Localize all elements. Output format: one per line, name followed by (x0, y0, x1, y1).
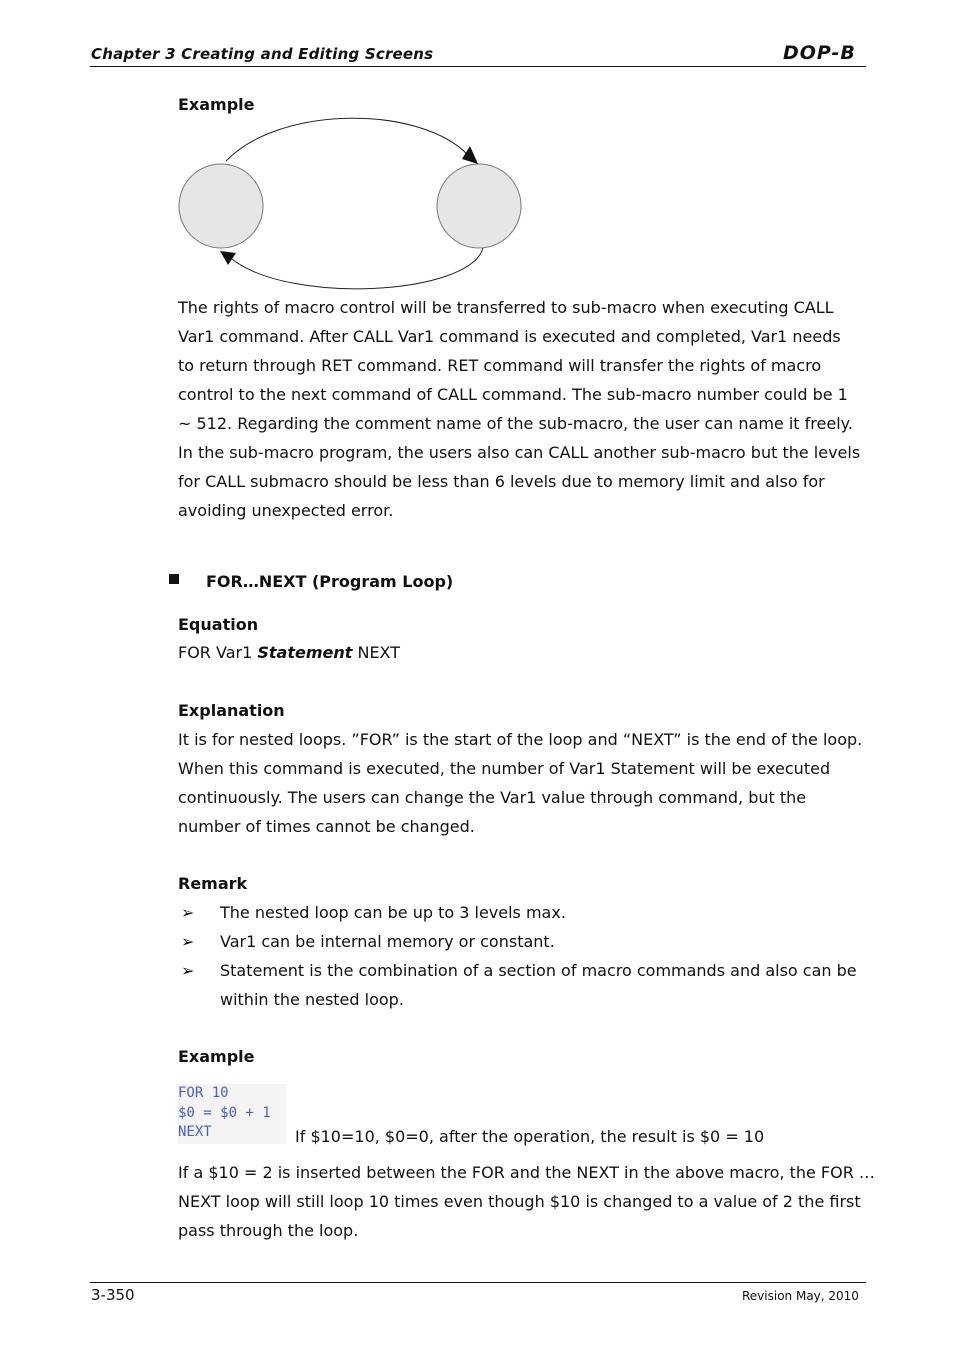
remark-heading: Remark (178, 874, 248, 893)
explanation-heading: Explanation (178, 701, 285, 720)
chapter-title: Chapter 3 Creating and Editing Screens (91, 45, 434, 63)
explanation-text (178, 725, 878, 841)
paragraph-line: pass through the loop. (178, 1221, 359, 1240)
footer-divider (90, 1282, 866, 1283)
paragraph-line: avoiding unexpected error. (178, 501, 394, 520)
equation-statement: Statement (257, 643, 353, 662)
for-example-heading: Example (178, 1047, 255, 1066)
arrow-bullet-icon: ➢ (181, 903, 195, 922)
paragraph-line: number of times cannot be changed. (178, 817, 475, 836)
paragraph-line: The rights of macro control will be transferred to sub-macro when executing CALL (178, 298, 834, 317)
section-title: FOR…NEXT (Program Loop) (206, 572, 454, 591)
paragraph-line: for CALL submacro should be less than 6 levels due to memory limit and also for (178, 472, 825, 491)
arrow-bullet-icon: ➢ (181, 961, 195, 980)
paragraph-line: control to the next command of CALL command. The sub-macro number could be 1 (178, 385, 848, 404)
macro-code-snippet (178, 1084, 286, 1144)
remark-line: within the nested loop. (220, 990, 404, 1009)
remark-item: The nested loop can be up to 3 levels max. (220, 903, 566, 922)
equation-line (178, 638, 400, 667)
equation-suffix: NEXT (352, 643, 401, 662)
section-bullet-icon (169, 574, 179, 584)
paragraph-line: If a $10 = 2 is inserted between the FOR and the NEXT in the above macro, the FOR … (178, 1163, 875, 1182)
call-example-heading: Example (178, 95, 255, 114)
return-arrowhead-icon (220, 251, 236, 265)
paragraph-line: In the sub-macro program, the users also can CALL another sub-macro but the levels (178, 443, 861, 462)
closing-paragraph (178, 1158, 878, 1245)
call-description (178, 293, 878, 525)
main-macro-node (179, 164, 263, 248)
return-arrow (232, 248, 483, 289)
example-result: If $10=10, $0=0, after the operation, the result is $0 = 10 (295, 1127, 765, 1146)
code-line: $0 = $0 + 1 (178, 1104, 271, 1121)
call-flow-diagram (170, 115, 530, 297)
header-divider (90, 66, 866, 67)
equation-heading: Equation (178, 615, 259, 634)
call-arrow (226, 118, 468, 161)
paragraph-line: When this command is executed, the number of Var1 Statement will be executed (178, 759, 831, 778)
arrow-bullet-icon: ➢ (181, 932, 195, 951)
call-arrowhead-icon (462, 146, 478, 164)
sub-macro-node (437, 164, 521, 248)
paragraph-line: continuously. The users can change the Var1 value through command, but the (178, 788, 807, 807)
paragraph-line: ~ 512. Regarding the comment name of the sub-macro, the user can name it freely. (178, 414, 853, 433)
brand-logo: DOP-B (783, 42, 856, 64)
paragraph-line: to return through RET command. RET command will transfer the rights of macro (178, 356, 822, 375)
equation-prefix: FOR Var1 (178, 643, 258, 662)
remark-item (220, 956, 857, 1014)
remark-line: Statement is the combination of a section of macro commands and also can be (220, 961, 857, 980)
remark-item: Var1 can be internal memory or constant. (220, 932, 555, 951)
page-number: 3-350 (91, 1286, 135, 1304)
code-line: NEXT (178, 1124, 212, 1140)
paragraph-line: NEXT loop will still loop 10 times even though $10 is changed to a value of 2 the first (178, 1192, 861, 1211)
code-line: FOR 10 (178, 1085, 229, 1101)
paragraph-line: It is for nested loops. ”FOR” is the start of the loop and “NEXT” is the end of the loop. (178, 730, 863, 749)
revision-date: Revision May, 2010 (742, 1289, 859, 1303)
paragraph-line: Var1 command. After CALL Var1 command is executed and completed, Var1 needs (178, 327, 841, 346)
